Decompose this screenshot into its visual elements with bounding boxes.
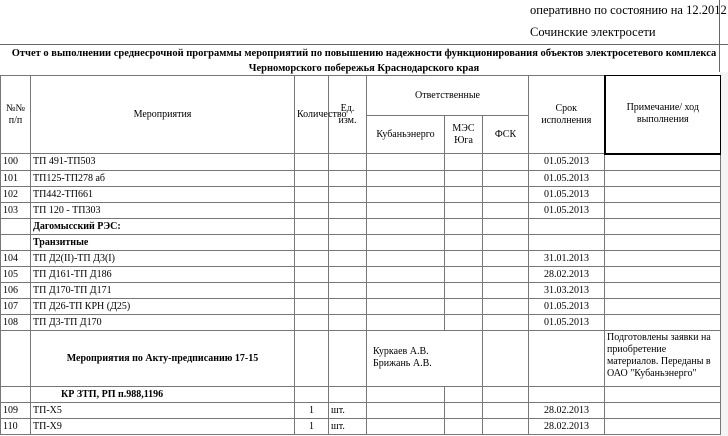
cell[interactable] — [605, 218, 721, 234]
header-kuban[interactable]: Кубаньэнерго — [367, 116, 445, 154]
act-row — [1, 330, 721, 386]
cell[interactable] — [367, 186, 445, 202]
cell[interactable] — [295, 266, 329, 282]
row-deadline[interactable]: 28.02.2013 — [529, 418, 605, 434]
section-row — [1, 218, 721, 234]
cell[interactable] — [295, 330, 329, 386]
row-num[interactable]: 107 — [1, 298, 31, 314]
cell[interactable] — [483, 234, 529, 250]
cell[interactable] — [295, 250, 329, 266]
cell[interactable] — [529, 386, 605, 402]
cell[interactable] — [483, 298, 529, 314]
cell[interactable] — [329, 266, 367, 282]
cell[interactable] — [367, 314, 445, 330]
cell[interactable] — [329, 330, 367, 386]
cell[interactable] — [445, 402, 483, 418]
row-deadline[interactable]: 01.05.2013 — [529, 202, 605, 218]
row-activity[interactable]: ТП Д161-ТП Д186 — [31, 266, 295, 282]
section-kr[interactable]: КР ЗТП, РП п.988,1196 — [31, 386, 295, 402]
report-table — [0, 75, 721, 435]
cell[interactable] — [605, 314, 721, 330]
cell[interactable] — [483, 282, 529, 298]
table-row — [1, 418, 721, 434]
cell[interactable] — [367, 282, 445, 298]
cell[interactable] — [445, 282, 483, 298]
row-num[interactable]: 108 — [1, 314, 31, 330]
row-activity[interactable]: ТП 120 - ТП303 — [31, 202, 295, 218]
section-row — [1, 234, 721, 250]
cell[interactable] — [605, 298, 721, 314]
cell[interactable] — [445, 234, 483, 250]
row-num[interactable]: 101 — [1, 170, 31, 186]
cell[interactable] — [329, 154, 367, 171]
header-responsible[interactable]: Ответственные — [367, 76, 529, 116]
cell[interactable] — [529, 234, 605, 250]
row-deadline[interactable]: 28.02.2013 — [529, 266, 605, 282]
cell[interactable] — [445, 202, 483, 218]
cell[interactable] — [483, 402, 529, 418]
cell[interactable] — [329, 218, 367, 234]
header-unit[interactable]: Ед. изм. — [329, 76, 367, 154]
cell[interactable] — [329, 282, 367, 298]
row-num[interactable]: 103 — [1, 202, 31, 218]
cell[interactable] — [295, 218, 329, 234]
cell[interactable] — [367, 202, 445, 218]
organization-name: Сочинские электросети — [530, 25, 656, 39]
cell[interactable] — [605, 250, 721, 266]
section-transit[interactable]: Транзитные — [31, 234, 295, 250]
cell[interactable] — [367, 218, 445, 234]
row-deadline[interactable]: 01.05.2013 — [529, 298, 605, 314]
table-row — [1, 186, 721, 202]
cell[interactable] — [445, 418, 483, 434]
cell[interactable] — [483, 170, 529, 186]
cell[interactable] — [529, 218, 605, 234]
row-deadline[interactable]: 01.05.2013 — [529, 154, 605, 171]
cell[interactable] — [445, 250, 483, 266]
cell[interactable] — [445, 314, 483, 330]
row-num[interactable]: 109 — [1, 402, 31, 418]
section-row — [1, 386, 721, 402]
cell[interactable] — [605, 154, 721, 171]
cell[interactable] — [605, 282, 721, 298]
header-mes[interactable]: МЭС Юга — [445, 116, 483, 154]
cell[interactable] — [295, 314, 329, 330]
cell[interactable] — [483, 186, 529, 202]
report-title-line-2: Черноморского побережья Краснодарского края — [248, 63, 480, 74]
cell[interactable] — [295, 282, 329, 298]
cell[interactable] — [483, 330, 529, 386]
cell[interactable] — [367, 170, 445, 186]
row-num[interactable]: 104 — [1, 250, 31, 266]
act-responsible-2: Брижань А.В. — [373, 358, 432, 369]
section-dagomys[interactable]: Дагомысский РЭС: — [31, 218, 295, 234]
table-row — [1, 266, 721, 282]
cell[interactable] — [367, 386, 445, 402]
cell[interactable] — [483, 266, 529, 282]
row-deadline[interactable]: 01.05.2013 — [529, 186, 605, 202]
row-deadline[interactable]: 31.01.2013 — [529, 250, 605, 266]
cell[interactable] — [367, 250, 445, 266]
cell[interactable] — [329, 170, 367, 186]
row-activity[interactable]: ТП Д26-ТП КРН (Д25) — [31, 298, 295, 314]
row-activity[interactable]: ТП 491-ТП503 — [31, 154, 295, 171]
cell[interactable] — [295, 170, 329, 186]
row-num[interactable]: 102 — [1, 186, 31, 202]
table-row — [1, 402, 721, 418]
cell[interactable] — [329, 250, 367, 266]
table-row — [1, 154, 721, 171]
cell[interactable] — [1, 330, 31, 386]
cell[interactable] — [445, 386, 483, 402]
cell[interactable] — [605, 418, 721, 434]
cell[interactable] — [329, 298, 367, 314]
row-deadline[interactable]: 31.03.2013 — [529, 282, 605, 298]
row-activity[interactable]: ТП Д2(II)-ТП Д3(I) — [31, 250, 295, 266]
act-title[interactable]: Мероприятия по Акту-предписанию 17-15 — [31, 330, 295, 386]
row-activity[interactable]: ТП-Х5 — [31, 402, 295, 418]
row-deadline[interactable]: 01.05.2013 — [529, 170, 605, 186]
cell[interactable] — [1, 234, 31, 250]
divider — [719, 0, 720, 72]
cell[interactable] — [367, 154, 445, 171]
row-activity[interactable]: ТП Д170-ТП Д171 — [31, 282, 295, 298]
row-unit[interactable]: шт. — [329, 402, 367, 418]
cell[interactable] — [483, 386, 529, 402]
cell[interactable] — [295, 234, 329, 250]
cell[interactable] — [1, 386, 31, 402]
act-note[interactable]: Подготовлены заявки на приобретение материалов. Переданы в ОАО "Кубаньэнерго" — [605, 330, 721, 386]
header-num[interactable]: №№ п/п — [1, 76, 31, 154]
header-fsk[interactable]: ФСК — [483, 116, 529, 154]
row-num[interactable]: 100 — [1, 154, 31, 171]
cell[interactable] — [483, 314, 529, 330]
row-deadline[interactable]: 01.05.2013 — [529, 314, 605, 330]
cell[interactable] — [605, 170, 721, 186]
cell[interactable] — [329, 314, 367, 330]
table-row — [1, 202, 721, 218]
row-qty[interactable]: 1 — [295, 418, 329, 434]
report-status-date: оперативно по состоянию на 12.2012 — [530, 3, 727, 17]
row-activity[interactable]: ТП-Х9 — [31, 418, 295, 434]
cell[interactable] — [367, 402, 445, 418]
cell[interactable] — [329, 186, 367, 202]
row-num[interactable]: 105 — [1, 266, 31, 282]
cell[interactable] — [295, 154, 329, 171]
row-num[interactable]: 106 — [1, 282, 31, 298]
cell[interactable] — [529, 330, 605, 386]
cell[interactable] — [605, 234, 721, 250]
table-row — [1, 282, 721, 298]
cell[interactable] — [483, 202, 529, 218]
cell[interactable] — [483, 418, 529, 434]
cell[interactable] — [295, 202, 329, 218]
header-note[interactable]: Примечание/ ход выполнения — [605, 76, 721, 154]
cell[interactable] — [445, 154, 483, 171]
report-title-line-1: Отчет о выполнении среднесрочной программы мероприятий по повышению надежности функционирования объектов электросетевого комплекса — [11, 48, 717, 59]
cell[interactable] — [295, 298, 329, 314]
act-responsible-1: Куркаев А.В. — [373, 346, 429, 357]
cell[interactable] — [445, 170, 483, 186]
cell[interactable] — [605, 202, 721, 218]
cell[interactable] — [483, 250, 529, 266]
cell[interactable] — [367, 266, 445, 282]
cell[interactable] — [367, 234, 445, 250]
cell[interactable] — [329, 386, 367, 402]
cell[interactable] — [445, 218, 483, 234]
cell[interactable] — [329, 234, 367, 250]
cell[interactable] — [605, 266, 721, 282]
cell[interactable] — [295, 186, 329, 202]
cell[interactable] — [605, 386, 721, 402]
act-responsible[interactable] — [367, 330, 483, 386]
row-num[interactable]: 110 — [1, 418, 31, 434]
row-unit[interactable]: шт. — [329, 418, 367, 434]
cell[interactable] — [483, 218, 529, 234]
cell[interactable] — [367, 418, 445, 434]
divider — [0, 44, 728, 45]
table-row — [1, 170, 721, 186]
sheet-edge — [720, 72, 728, 436]
row-activity[interactable]: ТП125-ТП278 аб — [31, 170, 295, 186]
row-activity[interactable]: ТП442-ТП661 — [31, 186, 295, 202]
cell[interactable] — [329, 202, 367, 218]
cell[interactable] — [605, 186, 721, 202]
header-activity[interactable]: Мероприятия — [31, 76, 295, 154]
header-deadline[interactable]: Срок исполнения — [529, 76, 605, 154]
cell[interactable] — [445, 298, 483, 314]
cell[interactable] — [483, 154, 529, 171]
row-qty[interactable]: 1 — [295, 402, 329, 418]
row-activity[interactable]: ТП Д3-ТП Д170 — [31, 314, 295, 330]
table-row — [1, 250, 721, 266]
header-qty[interactable]: Количество — [295, 76, 329, 154]
table-row — [1, 314, 721, 330]
cell[interactable] — [367, 298, 445, 314]
cell[interactable] — [445, 186, 483, 202]
cell[interactable] — [1, 218, 31, 234]
cell[interactable] — [445, 266, 483, 282]
cell[interactable] — [295, 386, 329, 402]
cell[interactable] — [605, 402, 721, 418]
row-deadline[interactable]: 28.02.2013 — [529, 402, 605, 418]
table-row — [1, 298, 721, 314]
